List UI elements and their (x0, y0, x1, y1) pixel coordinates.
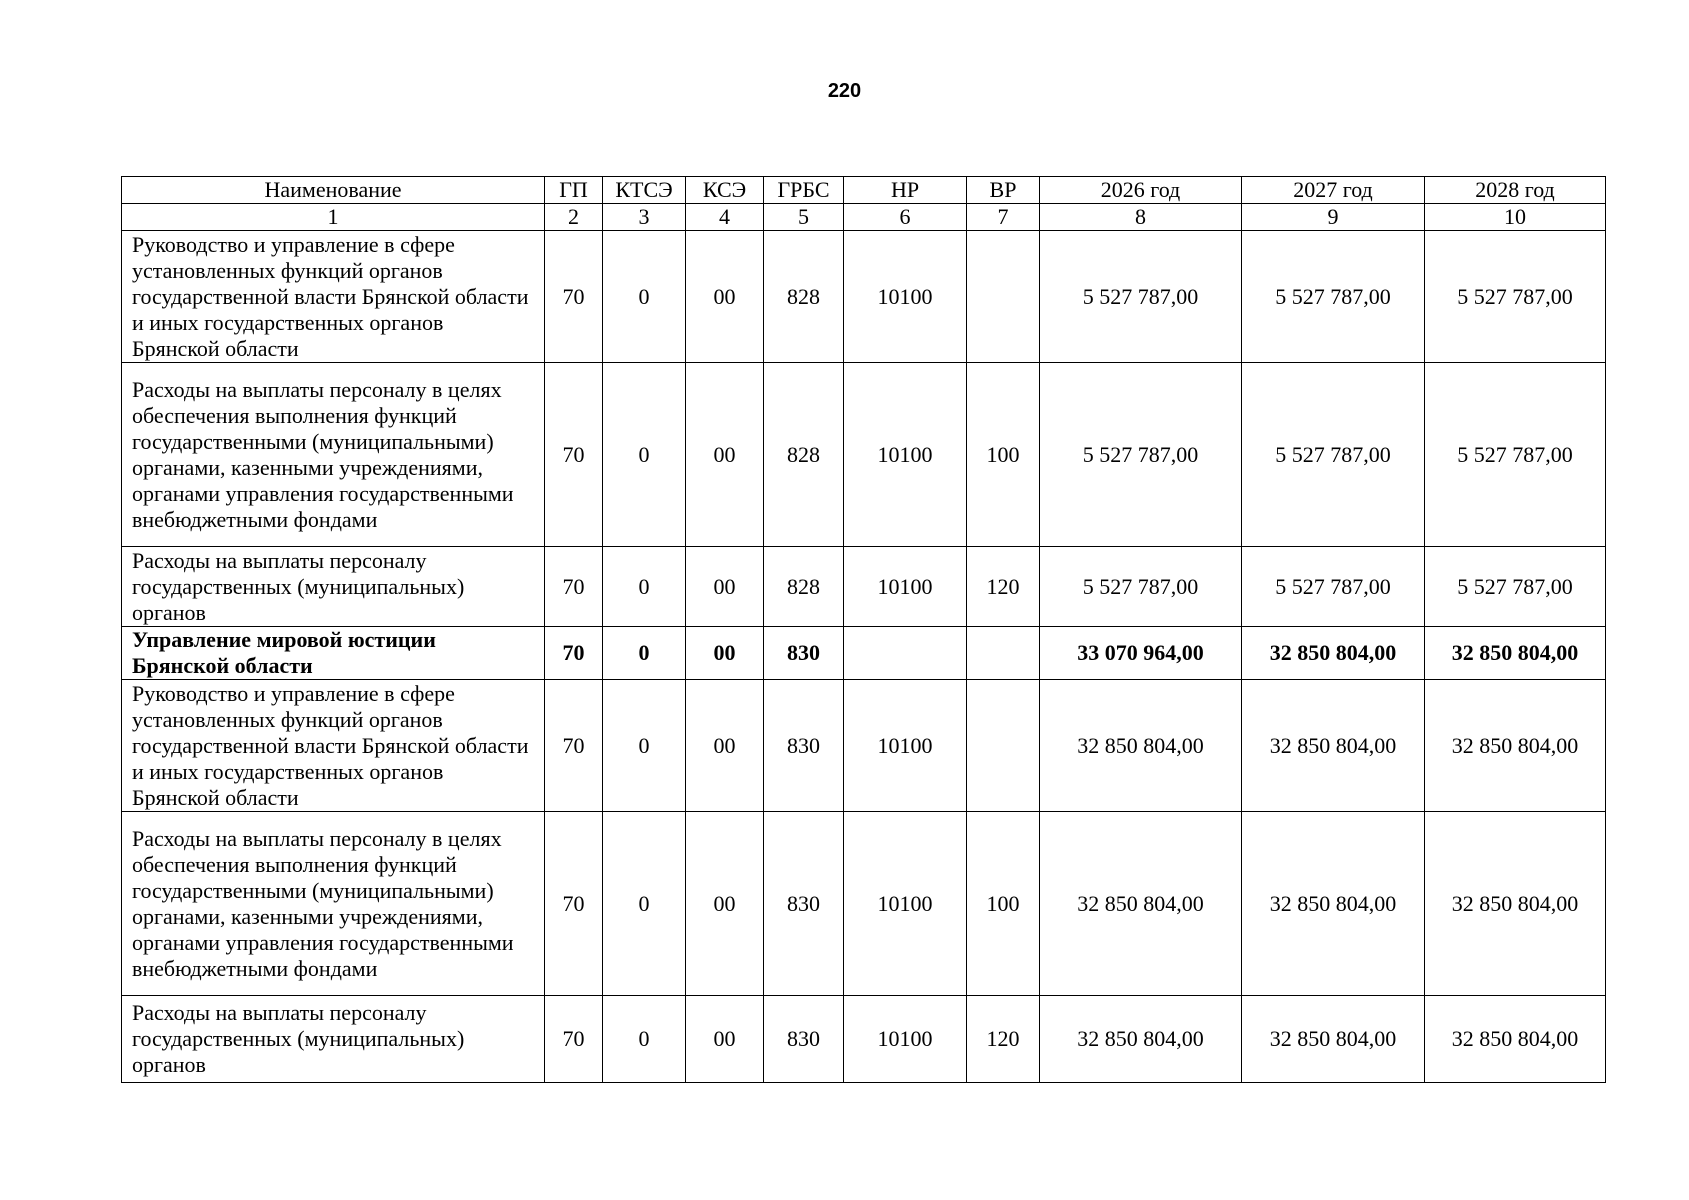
row-nr-cell: 10100 (844, 680, 967, 812)
row-gp-cell: 70 (545, 812, 603, 996)
row-vr-cell: 120 (967, 547, 1040, 627)
row-2028-cell: 32 850 804,00 (1425, 996, 1606, 1083)
table-row-section-total (122, 627, 1606, 680)
row-2026-cell: 32 850 804,00 (1040, 812, 1242, 996)
column-number-cell: 3 (603, 204, 686, 231)
row-name-cell: Руководство и управление в сфере установленных функций органов государственной власти Брянской области и иных государственных органов Брянской области (122, 680, 545, 812)
row-kse-cell: 00 (686, 363, 764, 547)
row-2027-cell: 5 527 787,00 (1242, 547, 1425, 627)
row-nr-cell: 10100 (844, 231, 967, 363)
row-2026-cell: 32 850 804,00 (1040, 996, 1242, 1083)
header-cell-kse: КСЭ (686, 177, 764, 204)
header-row (122, 177, 1606, 204)
column-number-cell: 8 (1040, 204, 1242, 231)
row-ktse-cell: 0 (603, 996, 686, 1083)
row-2028-cell: 32 850 804,00 (1425, 627, 1606, 680)
row-name-cell: Управление мировой юстиции Брянской области (122, 627, 545, 680)
column-number-cell: 7 (967, 204, 1040, 231)
row-nr-cell: 10100 (844, 363, 967, 547)
row-grbs-cell: 830 (764, 812, 844, 996)
row-2027-cell: 32 850 804,00 (1242, 996, 1425, 1083)
row-2027-cell: 5 527 787,00 (1242, 231, 1425, 363)
row-2027-cell: 32 850 804,00 (1242, 627, 1425, 680)
row-grbs-cell: 828 (764, 363, 844, 547)
row-2028-cell: 5 527 787,00 (1425, 231, 1606, 363)
row-grbs-cell: 828 (764, 547, 844, 627)
row-name-cell: Расходы на выплаты персоналу в целях обеспечения выполнения функций государственными (муниципальными) органами, казенными учреждениями, органами управления государственными внебюджетными фондами (122, 812, 545, 996)
header-cell-grbs: ГРБС (764, 177, 844, 204)
table-row (122, 363, 1606, 547)
row-grbs-cell: 828 (764, 231, 844, 363)
row-gp-cell: 70 (545, 363, 603, 547)
row-gp-cell: 70 (545, 627, 603, 680)
row-grbs-cell: 830 (764, 680, 844, 812)
column-number-cell: 10 (1425, 204, 1606, 231)
row-gp-cell: 70 (545, 996, 603, 1083)
header-cell-name: Наименование (122, 177, 545, 204)
row-gp-cell: 70 (545, 680, 603, 812)
row-ktse-cell: 0 (603, 231, 686, 363)
row-nr-cell: 10100 (844, 812, 967, 996)
header-cell-vr: ВР (967, 177, 1040, 204)
page-number: 220 (827, 80, 862, 102)
row-nr-cell (844, 627, 967, 680)
row-kse-cell: 00 (686, 996, 764, 1083)
row-vr-cell: 120 (967, 996, 1040, 1083)
row-ktse-cell: 0 (603, 680, 686, 812)
row-name-cell: Расходы на выплаты персоналу государственных (муниципальных) органов (122, 996, 545, 1083)
row-2028-cell: 5 527 787,00 (1425, 547, 1606, 627)
row-nr-cell: 10100 (844, 547, 967, 627)
row-2026-cell: 5 527 787,00 (1040, 231, 1242, 363)
row-kse-cell: 00 (686, 627, 764, 680)
row-name-cell: Расходы на выплаты персоналу государственных (муниципальных) органов (122, 547, 545, 627)
row-2027-cell: 32 850 804,00 (1242, 812, 1425, 996)
table-row (122, 812, 1606, 996)
column-number-cell: 2 (545, 204, 603, 231)
row-vr-cell (967, 680, 1040, 812)
table-row (122, 231, 1606, 363)
row-ktse-cell: 0 (603, 812, 686, 996)
row-vr-cell (967, 627, 1040, 680)
row-grbs-cell: 830 (764, 996, 844, 1083)
row-2026-cell: 32 850 804,00 (1040, 680, 1242, 812)
table-row (122, 547, 1606, 627)
row-2028-cell: 32 850 804,00 (1425, 812, 1606, 996)
row-kse-cell: 00 (686, 231, 764, 363)
row-gp-cell: 70 (545, 231, 603, 363)
column-number-cell: 9 (1242, 204, 1425, 231)
row-vr-cell: 100 (967, 363, 1040, 547)
column-number-cell: 5 (764, 204, 844, 231)
header-cell-gp: ГП (545, 177, 603, 204)
budget-table (121, 176, 1606, 1083)
row-ktse-cell: 0 (603, 627, 686, 680)
header-cell-2028: 2028 год (1425, 177, 1606, 204)
row-ktse-cell: 0 (603, 547, 686, 627)
header-cell-ktse: КТСЭ (603, 177, 686, 204)
row-kse-cell: 00 (686, 812, 764, 996)
header-cell-2026: 2026 год (1040, 177, 1242, 204)
row-2027-cell: 5 527 787,00 (1242, 363, 1425, 547)
row-vr-cell (967, 231, 1040, 363)
column-number-cell: 6 (844, 204, 967, 231)
column-number-row (122, 204, 1606, 231)
column-number-cell: 1 (122, 204, 545, 231)
row-2028-cell: 32 850 804,00 (1425, 680, 1606, 812)
table-row (122, 996, 1606, 1083)
row-2026-cell: 33 070 964,00 (1040, 627, 1242, 680)
row-vr-cell: 100 (967, 812, 1040, 996)
row-2026-cell: 5 527 787,00 (1040, 363, 1242, 547)
row-kse-cell: 00 (686, 680, 764, 812)
row-gp-cell: 70 (545, 547, 603, 627)
row-ktse-cell: 0 (603, 363, 686, 547)
row-kse-cell: 00 (686, 547, 764, 627)
header-cell-2027: 2027 год (1242, 177, 1425, 204)
row-name-cell: Расходы на выплаты персоналу в целях обеспечения выполнения функций государственными (муниципальными) органами, казенными учреждениями, органами управления государственными внебюджетными фондами (122, 363, 545, 547)
column-number-cell: 4 (686, 204, 764, 231)
header-cell-nr: НР (844, 177, 967, 204)
row-nr-cell: 10100 (844, 996, 967, 1083)
table-row (122, 680, 1606, 812)
row-name-cell: Руководство и управление в сфере установленных функций органов государственной власти Брянской области и иных государственных органов Брянской области (122, 231, 545, 363)
row-grbs-cell: 830 (764, 627, 844, 680)
row-2027-cell: 32 850 804,00 (1242, 680, 1425, 812)
row-2028-cell: 5 527 787,00 (1425, 363, 1606, 547)
row-2026-cell: 5 527 787,00 (1040, 547, 1242, 627)
